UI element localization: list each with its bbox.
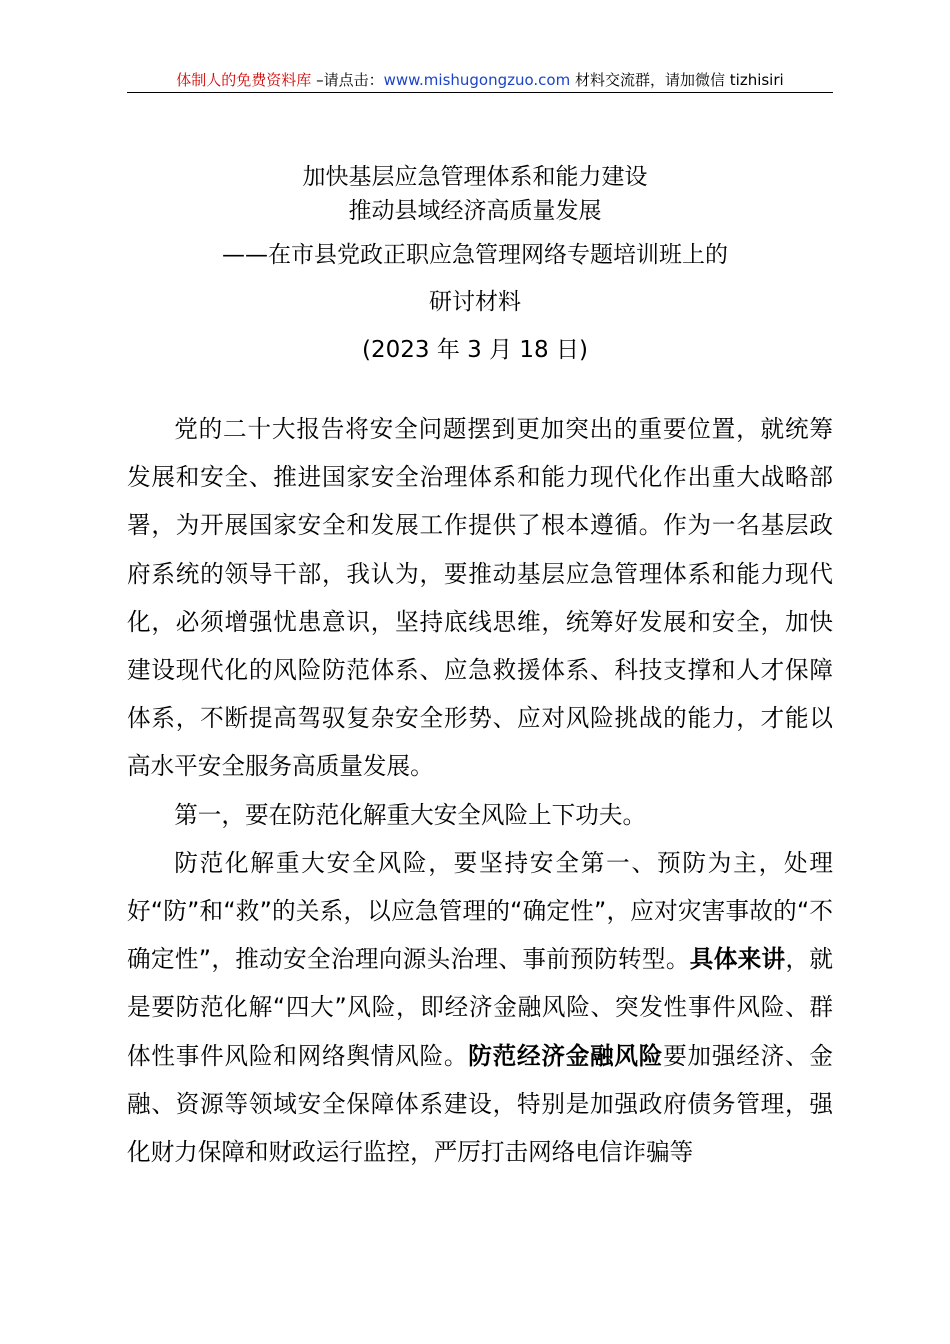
bold-phrase: 具体来讲 <box>689 945 786 974</box>
subtitle-line-1: ——在市县党政正职应急管理网络专题培训班上的 <box>222 242 728 268</box>
paragraph-section-heading: 第一，要在防范化解重大安全风险上下功夫。 <box>174 800 647 829</box>
paragraph-text: 防范化解重大安全风险，要坚持安全第一、预防为主，处理好“防”和“救”的关系，以应急管理的“确定性”，应对灾害事故的“不确定性”，推动安全治理向源头治理、事前预防转型。 <box>127 848 833 974</box>
paragraph-risk-prevention <box>127 839 833 1176</box>
bold-phrase: 防范经济金融风险 <box>468 1041 664 1070</box>
paragraph-text: ，就是要防范化解“四大”风险，即经济金融风险、突发性事件风险、群体性事件风险和网络舆情风险。 <box>127 945 834 1070</box>
title-line-2: 推动县域经济高质量发展 <box>348 198 602 224</box>
paragraph-text: 要加强经济、金融、资源等领域安全保障体系建设，特别是加强政府债务管理，强化财力保障和财政运行监控，严厉打击网络电信诈骗等 <box>127 1041 834 1167</box>
header-wechat-note: 材料交流群，请加微信 tizhisiri <box>570 71 784 89</box>
document-date: (2023 年 3 月 18 日) <box>362 337 588 363</box>
title-line-1: 加快基层应急管理体系和能力建设 <box>302 164 648 190</box>
subtitle-line-2: 研讨材料 <box>429 289 521 315</box>
header-url-link[interactable]: www.mishugongzuo.com <box>383 71 571 89</box>
document-body <box>127 405 833 1176</box>
header-click-prompt: –请点击： <box>311 71 384 89</box>
header-site-name: 体制人的免费资料库 <box>176 71 312 89</box>
page-header <box>127 68 833 93</box>
paragraph-intro: 党的二十大报告将安全问题摆到更加突出的重要位置，就统筹发展和安全、推进国家安全治理体系和能力现代化作出重大战略部署，为开展国家安全和发展工作提供了根本遵循。作为一名基层政府系统的领导干部，我认为，要推动基层应急管理体系和能力现代化，必须增强忧患意识，坚持底线思维，统筹好发展和安全，加快建设现代化的风险防范体系、应急救援体系、科技支撑和人才保障体系，不断提高驾驭复杂安全形势、应对风险挑战的能力，才能以高水平安全服务高质量发展。 <box>127 415 833 781</box>
